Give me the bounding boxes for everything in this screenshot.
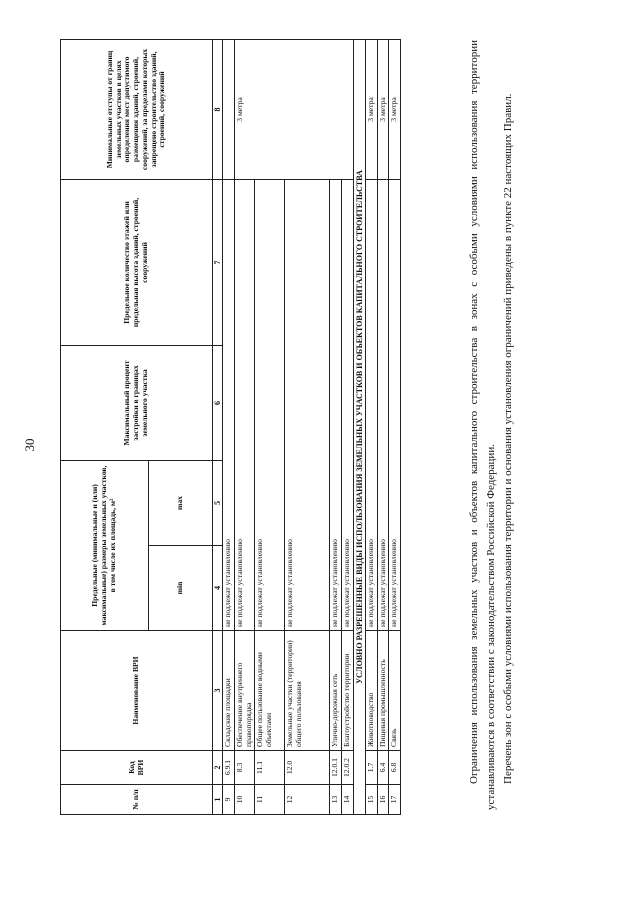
colnum: 5 — [213, 460, 223, 545]
row-code: 6.8 — [389, 751, 401, 785]
row-name: Складские площадки — [223, 631, 235, 751]
header-min: min — [149, 546, 213, 631]
colnum: 6 — [213, 345, 223, 460]
row-setback-empty — [223, 39, 235, 179]
row-size: не подлежат установлению — [377, 179, 389, 630]
row-setback: 3 метра — [365, 39, 377, 179]
row-size: не подлежат установлению — [342, 179, 354, 630]
regulations-table — [60, 39, 401, 815]
row-size: не подлежат установлению — [365, 179, 377, 630]
row-code: 12.0 — [285, 751, 330, 785]
paragraph-zones-list: Перечень зон с особыми условиями использования территории и основания установления ограничений приведены в пункте 22 настоящих Правил. — [502, 93, 514, 784]
table-row — [234, 39, 254, 814]
row-size: не подлежат установлению — [255, 179, 285, 630]
header-setback: Минимальные отступы от границ земельных участков в целях определения мест допустимого размещения зданий, строений, сооружений, за пределами которых запрещено строительство зданий, строений, сооружений — [61, 39, 213, 179]
row-code: 12.0.1 — [330, 751, 342, 785]
row-size: не подлежат установлению — [223, 179, 235, 630]
table-row — [365, 39, 377, 814]
row-code: 6.4 — [377, 751, 389, 785]
header-num: № п/п — [61, 785, 213, 815]
row-num: 13 — [330, 785, 342, 815]
row-size: не подлежат установлению — [330, 179, 342, 630]
row-name: Улично-дорожная сеть — [330, 631, 342, 751]
row-name: Животноводство — [365, 631, 377, 751]
row-code: 11.1 — [255, 751, 285, 785]
row-name: Обеспечение внутреннего правопорядка — [234, 631, 254, 751]
row-code: 1.7 — [365, 751, 377, 785]
row-size: не подлежат установлению — [389, 179, 401, 630]
header-floors: Предельное количество этажей или предельная высота зданий, строений, сооружений — [61, 179, 213, 345]
row-setback-merged: 3 метра — [234, 39, 353, 179]
section-row — [353, 39, 365, 814]
colnum: 4 — [213, 546, 223, 631]
page-number: 30 — [22, 438, 37, 452]
row-num: 10 — [234, 785, 254, 815]
row-num: 12 — [285, 785, 330, 815]
paragraph-restrictions: Ограничения использования земельных участков и объектов капитального строительства в зонах с особыми условиями использования территории устанавливаются в соответствии с законодательством Российской Федерации. — [468, 40, 497, 810]
table-row — [377, 39, 389, 814]
row-code: 6.9.1 — [223, 751, 235, 785]
row-num: 15 — [365, 785, 377, 815]
row-size: не подлежат установлению — [285, 179, 330, 630]
table-row — [389, 39, 401, 814]
row-num: 9 — [223, 785, 235, 815]
row-name: Общее пользование водными объектами — [255, 631, 285, 751]
row-setback: 3 метра — [377, 39, 389, 179]
row-code: 8.3 — [234, 751, 254, 785]
row-size: не подлежат установлению — [234, 179, 254, 630]
header-name: Наименование ВРИ — [61, 631, 213, 751]
row-num: 14 — [342, 785, 354, 815]
colnum: 3 — [213, 631, 223, 751]
header-code: Код ВРИ — [61, 751, 213, 785]
row-num: 16 — [377, 785, 389, 815]
colnum: 1 — [213, 785, 223, 815]
table-row — [223, 39, 235, 814]
row-name: Связь — [389, 631, 401, 751]
row-name: Благоустройство территории — [342, 631, 354, 751]
colnum: 7 — [213, 179, 223, 345]
section-title: УСЛОВНО РАЗРЕШЕННЫЕ ВИДЫ ИСПОЛЬЗОВАНИЯ ЗЕМЕЛЬНЫХ УЧАСТКОВ И ОБЪЕКТОВ КАПИТАЛЬНОГО СТРОИТЕЛЬСТВА — [353, 39, 365, 814]
row-setback: 3 метра — [389, 39, 401, 179]
column-numbers-row — [213, 39, 223, 814]
header-max: max — [149, 460, 213, 545]
colnum: 8 — [213, 39, 223, 179]
header-percent: Максимальный процент застройки в границах земельного участка — [61, 345, 213, 460]
header-size-group: Предельные (минимальные и (или) максимальные) размеры земельных участков, в том числе их площадь, м² — [61, 460, 149, 630]
row-name: Пищевая промышленность — [377, 631, 389, 751]
row-num: 11 — [255, 785, 285, 815]
row-code: 12.0.2 — [342, 751, 354, 785]
row-num: 17 — [389, 785, 401, 815]
row-name: Земельные участки (территории) общего пользования — [285, 631, 330, 751]
colnum: 2 — [213, 751, 223, 785]
